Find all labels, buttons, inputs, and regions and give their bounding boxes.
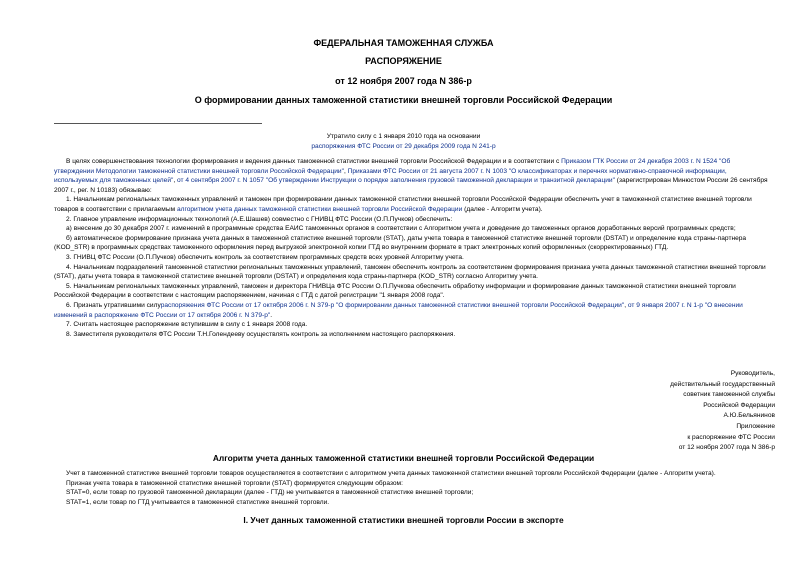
status-note: Утратило силу с 1 января 2010 года на основании xyxy=(326,133,481,140)
order-1003-link[interactable]: Приказами ФТС России от 21 августа 2007 г. N 1003 "О классификаторах и перечнях нормативно-справочной информации, используемых для таможенных целей" xyxy=(54,167,727,185)
section-heading: I. Учет данных таможенной статистики внешней торговли России в экспорте xyxy=(243,515,564,525)
signature-block: Руководитель, действительный государственный советник таможенной службы Российской Федерации А.Ю.Бельянинов Приложение к распоряжение ФТС России от 12 ноября 2007 года N 386-р xyxy=(670,370,775,452)
status-link[interactable] xyxy=(0,142,807,152)
clause-6: 6. Признать утратившими силураспоряжения ФТС России от 17 октября 2006 г. N 379-р "О формировании данных таможенной статистики внешней торговли Российской Федерации", от 9 января 2007 г. N 1-р "О внесении изменений в распоряжение ФТС России от 17 октября 2006 г. N 379-р". xyxy=(54,301,743,319)
document-title: О формировании данных таможенной статистики внешней торговли Российской Федерации xyxy=(194,95,613,105)
document-date-number: от 12 ноября 2007 года N 386-р xyxy=(335,76,472,86)
clause-7: 7. Считать настоящее распоряжение вступившим в силу с 1 января 2008 года. xyxy=(66,321,308,329)
appendix-paragraph: STAT=0, если товар по грузовой таможенной декларации (далее - ГТД) не учитывается в таможенной статистике внешней торговли; xyxy=(66,489,474,497)
clause-2a: а) внесение до 30 декабря 2007 г. изменений в программные средства ЕАИС таможенных органов в соответствии с Алгоритмом учета и доведение до таможенных органов доработанных версий программных средств; xyxy=(66,225,736,233)
divider-line xyxy=(54,123,262,124)
appendix-paragraph: Признак учета товара в таможенной статистике внешней торговли (STAT) формируется следующим образом: xyxy=(66,479,403,487)
agency-heading: ФЕДЕРАЛЬНАЯ ТАМОЖЕННАЯ СЛУЖБА xyxy=(313,38,494,48)
algorithm-link[interactable]: алгоритмом учета данных таможенной статистики внешней торговли Российской Федерации xyxy=(176,205,463,213)
clause-2b: б) автоматическое формирование признака учета данных в таможенной статистике внешней торговли (STAT), даты учета товара в таможенной статистике внешней торговли (DSTAT) и определение кода страны-партнера (KOD_STR) в программных средствах таможенного оформления перед выгрузкой электронной копии ГТД во внутренним формате в тракт электронных копий оформленных (скорректированных) ГТД. xyxy=(54,234,747,252)
order-1r-link[interactable]: от 9 января 2007 г. N 1-р "О внесении изменений в распоряжение ФТС России от 17 октября 2006 г. N 379-р" xyxy=(54,301,743,319)
clause-2: 2. Главное управление информационных технологий (А.Е.Шашев) совместно с ГНИВЦ ФТС России (О.П.Пучков) обеспечить: xyxy=(66,215,453,223)
document-type: РАСПОРЯЖЕНИЕ xyxy=(365,56,442,66)
appendix-body xyxy=(54,469,772,507)
appendix-label: Приложение xyxy=(736,422,775,430)
appendix-paragraph: STAT=1, если товар по ГТД учитывается в таможенной статистике внешней торговли. xyxy=(66,498,330,506)
repeal-order-link[interactable]: распоряжения ФТС России от 29 декабря 2009 года N 241-р xyxy=(311,143,496,150)
appendix-paragraph: Учет в таможенной статистике внешней торговли товаров осуществляется в соответствии с алгоритмом учета данных таможенной статистики внешней торговли Российской Федерации (далее - Алгоритм учета). xyxy=(66,470,716,477)
clause-3: 3. ГНИВЦ ФТС России (О.П.Пучков) обеспечить контроль за соответствием программных средств всех уровней Алгоритму учета. xyxy=(66,253,464,261)
clause-5: 5. Начальникам региональных таможенных управлений, таможен и директора ГНИВЦа ФТС России О.П.Пучкова обеспечить обработку информации и формирование данных таможенной статистики внешней торговли Российской Федерации в соответствии с настоящим распоряжением, начиная с ГТД с датой регистрации "1 января 2008 года". xyxy=(54,282,736,300)
order-379-link[interactable]: распоряжения ФТС России от 17 октября 2006 г. N 379-р "О формировании данных таможенной статистики внешней торговли Российской Федерации" xyxy=(160,301,625,309)
document-body xyxy=(54,157,772,339)
appendix-title: Алгоритм учета данных таможенной статистики внешней торговли Российской Федерации xyxy=(212,453,595,463)
order-1524-link[interactable]: Приказом ГТК России от 24 декабря 2003 г. N 1524 "Об утверждении Методологии таможенной статистики внешней торговли Российской Федерации" xyxy=(54,158,731,175)
clause-1: 1. Начальникам региональных таможенных управлений и таможен при формировании данных таможенной статистики внешней торговли Российской Федерации обеспечить учет в таможенной статистике внешней торговли товаров в соответствии с прилагаемым алгоритмом учета данных таможенной статистики внешней торговли Российской Федерации (далее - Алгоритм учета). xyxy=(54,196,752,213)
clause-4: 4. Начальникам подразделений таможенной статистики региональных таможенных управлений, таможен обеспечить контроль за соответствием формирования признака учета данных таможенной статистики внешней торговли (STAT), даты учета товара в таможенной статистике внешней торговли (DSTAT) и определения кода страны-партнера (KOD_STR) согласно Алгоритму учета. xyxy=(54,263,766,281)
preamble-paragraph: В целях совершенствования технологии формирования и ведения данных таможенной статистики внешней торговли Российской Федерации и в соответствии с Приказом ГТК России от 24 декабря 2003 г. N 1524 "Об утверждении Методологии таможенной статистики внешней торговли Российской Федерации", Приказами ФТС России от 21 августа 2007 г. N 1003 "О классификаторах и перечнях нормативно-справочной информации, используемых для таможенных целей", от 4 сентября 2007 г. N 1057 "Об утверждении Инструкции о порядке заполнения грузовой таможенной декларации и транзитной декларации" (зарегистрирован Минюстом России 26 сентября 2007 г., рег. N 10183) обязываю: xyxy=(54,158,768,194)
order-1057-link[interactable]: от 4 сентября 2007 г. N 1057 "Об утверждении Инструкции о порядке заполнения грузовой таможенной декларации и транзитной декларации" xyxy=(177,177,615,185)
clause-8: 8. Заместителя руководителя ФТС России Т.Н.Голендееву осуществлять контроль за исполнением настоящего распоряжения. xyxy=(66,330,456,338)
